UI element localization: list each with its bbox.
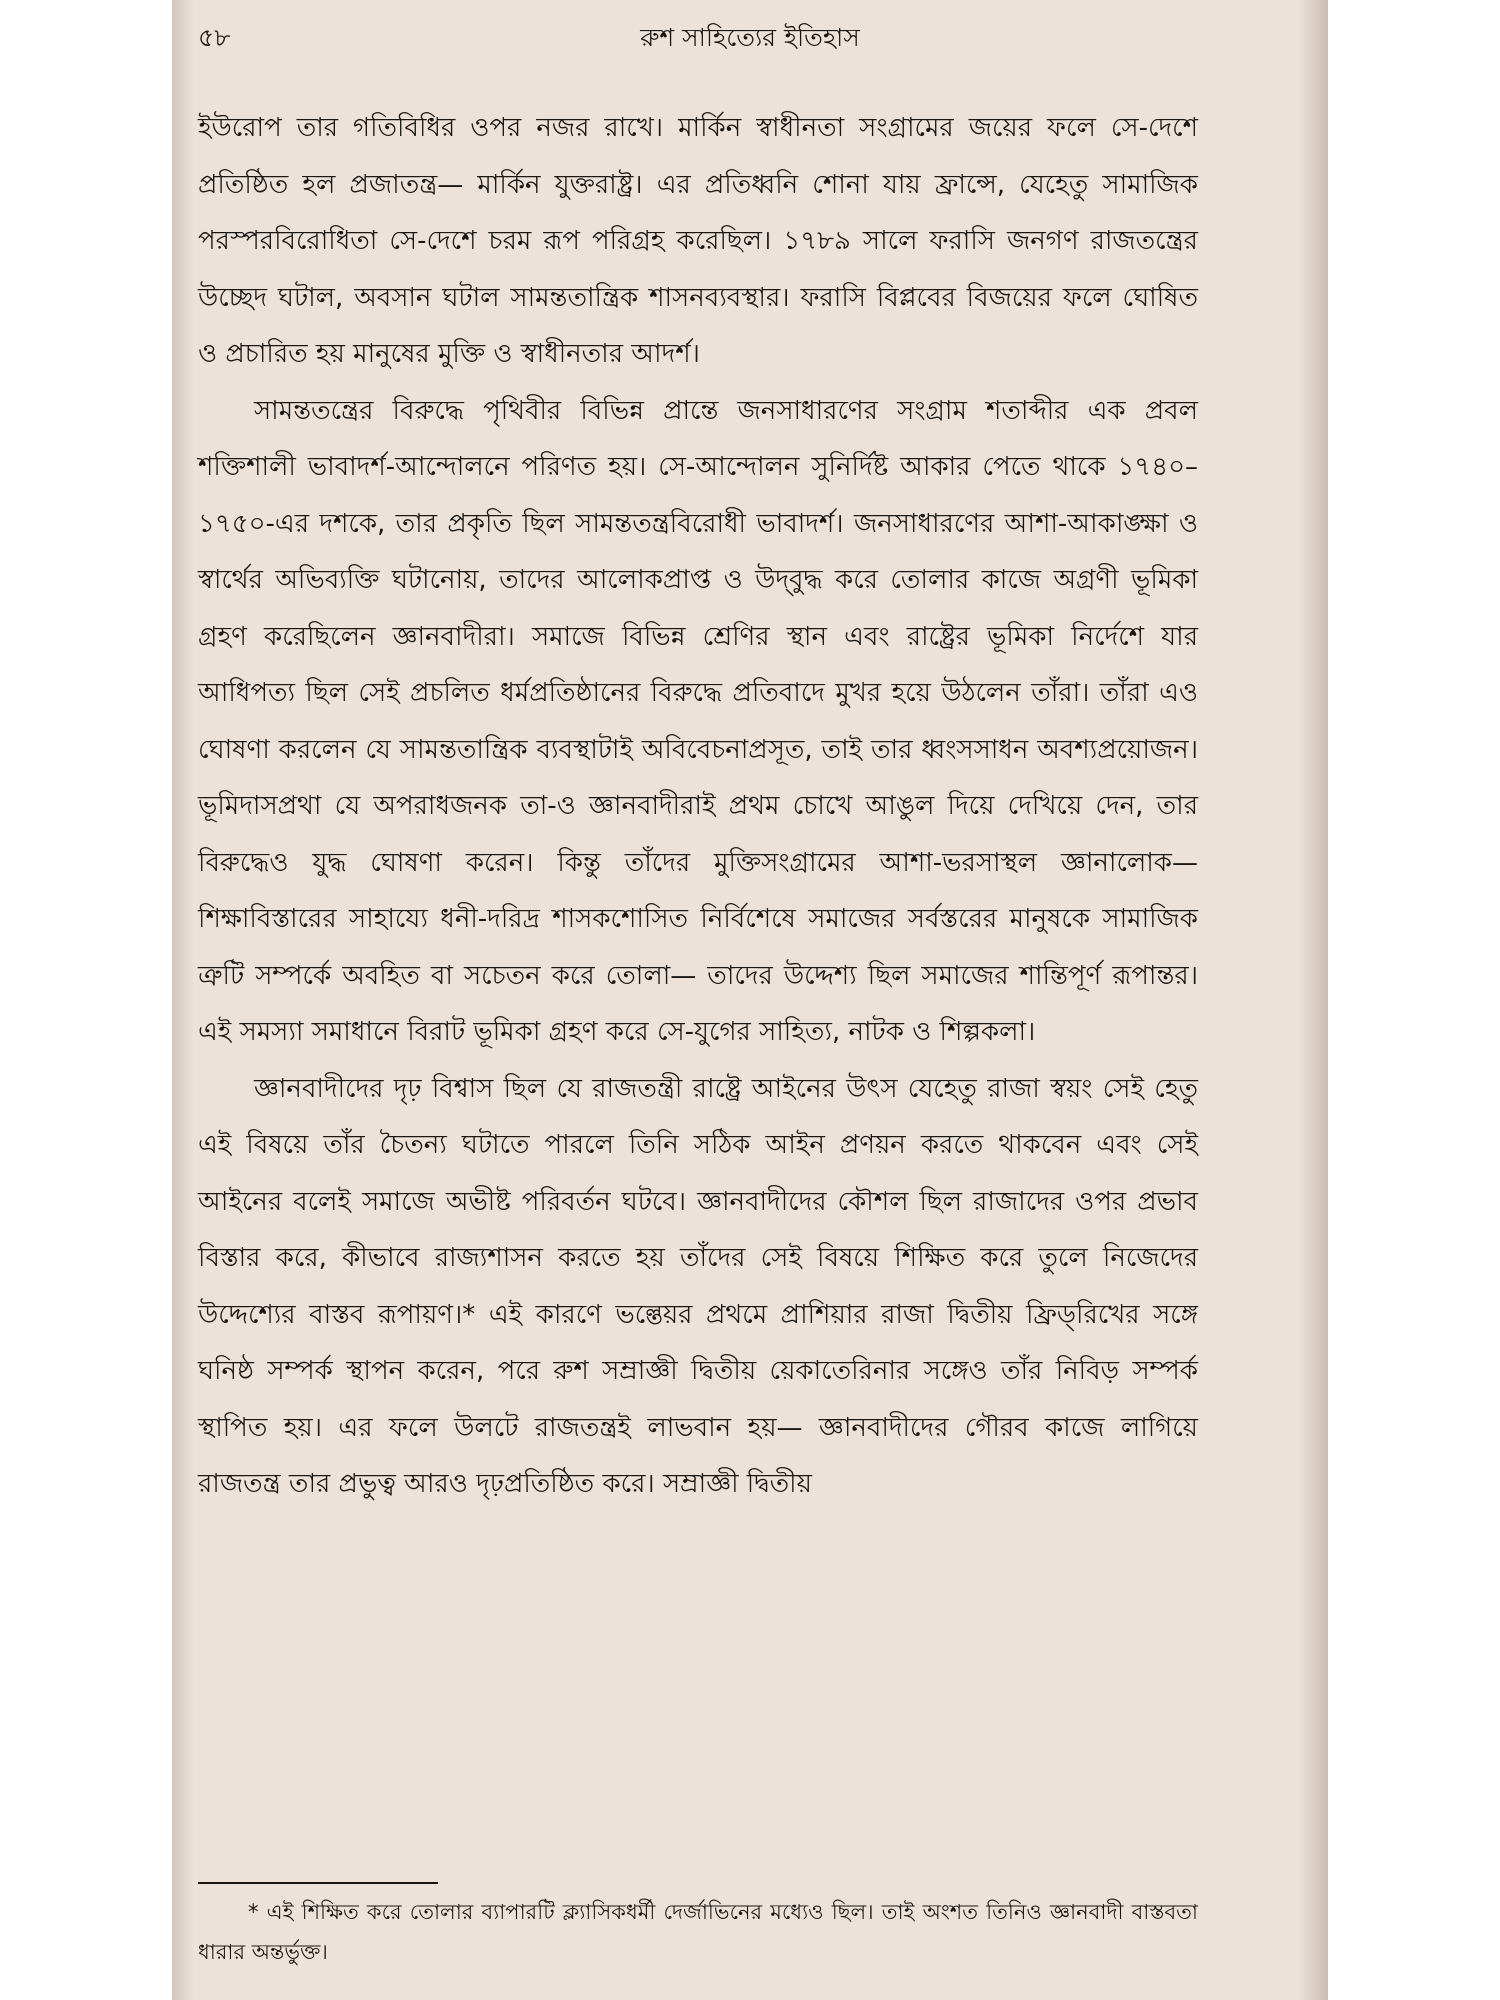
page-edge-shadow-left <box>172 0 194 2000</box>
page-number: ৫৮ <box>198 23 231 52</box>
paragraph-3: জ্ঞানবাদীদের দৃঢ় বিশ্বাস ছিল যে রাজতন্ত্রী রাষ্ট্রে আইনের উৎস যেহেতু রাজা স্বয়ং সেই হেতু এই বিষয়ে তাঁর চৈতন্য ঘটাতে পারলে তিনি সঠিক আইন প্রণয়ন করতে থাকবেন এবং সেই আইনের বলেই সমাজে অভীষ্ট পরিবর্তন ঘটবে। জ্ঞানবাদীদের কৌশল ছিল রাজাদের ওপর প্রভাব বিস্তার করে, কীভাবে রাজ্যশাসন করতে হয় তাঁদের সেই বিষয়ে শিক্ষিত করে তুলে নিজেদের উদ্দেশ্যের বাস্তব রূপায়ণ।* এই কারণে ভল্তেয়র প্রথমে প্রাশিয়ার রাজা দ্বিতীয় ফ্রিড্‌রিখের সঙ্গে ঘনিষ্ঠ সম্পর্ক স্থাপন করেন, পরে রুশ সম্রাজ্ঞী দ্বিতীয় য়েকাতেরিনার সঙ্গেও তাঁর নিবিড় সম্পর্ক স্থাপিত হয়। এর ফলে উলটে রাজতন্ত্রই লাভবান হয়— জ্ঞানবাদীদের গৌরব কাজে লাগিয়ে রাজতন্ত্র তার প্রভুত্ব আরও দৃঢ়প্রতিষ্ঠিত করে। সম্রাজ্ঞী দ্বিতীয় <box>198 1073 1198 1499</box>
running-title: রুশ সাহিত্যের ইতিহাস <box>640 23 860 52</box>
paragraph-2: সামন্ততন্ত্রের বিরুদ্ধে পৃথিবীর বিভিন্ন প্রান্তে জনসাধারণের সংগ্রাম শতাব্দীর এক প্রবল শক্তিশালী ভাবাদর্শ-আন্দোলনে পরিণত হয়। সে-আন্দোলন সুনির্দিষ্ট আকার পেতে থাকে ১৭৪০–১৭৫০-এর দশকে, তার প্রকৃতি ছিল সামন্ততন্ত্রবিরোধী ভাবাদর্শ। জনসাধারণের আশা-আকাঙ্ক্ষা ও স্বার্থের অভিব্যক্তি ঘটানোয়, তাদের আলোকপ্রাপ্ত ও উদ্‌বুদ্ধ করে তোলার কাজে অগ্রণী ভূমিকা গ্রহণ করেছিলেন জ্ঞানবাদীরা। সমাজে বিভিন্ন শ্রেণির স্থান এবং রাষ্ট্রের ভূমিকা নির্দেশে যার আধিপত্য ছিল সেই প্রচলিত ধর্মপ্রতিষ্ঠানের বিরুদ্ধে প্রতিবাদে মুখর হয়ে উঠলেন তাঁরা। তাঁরা এও ঘোষণা করলেন যে সামন্ততান্ত্রিক ব্যবস্থাটাই অবিবেচনাপ্রসূত, তাই তার ধ্বংসসাধন অবশ্যপ্রয়োজন। ভূমিদাসপ্রথা যে অপরাধজনক তা-ও জ্ঞানবাদীরাই প্রথম চোখে আঙুল দিয়ে দেখিয়ে দেন, তার বিরুদ্ধেও যুদ্ধ ঘোষণা করেন। কিন্তু তাঁদের মুক্তিসংগ্রামের আশা-ভরসাস্থল জ্ঞানালোক— শিক্ষাবিস্তারের সাহায্যে ধনী-দরিদ্র শাসকশোসিত নির্বিশেষে সমাজের সর্বস্তরের মানুষকে সামাজিক ত্রুটি সম্পর্কে অবহিত বা সচেতন করে তোলা— তাদের উদ্দেশ্য ছিল সমাজের শান্তিপূর্ণ রূপান্তর। এই সমস্যা সমাধানে বিরাট ভূমিকা গ্রহণ করে সে-যুগের সাহিত্য, নাটক ও শিল্পকলা। <box>198 395 1198 1047</box>
body-text <box>198 100 1198 1513</box>
page-header <box>198 18 1302 58</box>
footnote: * এই শিক্ষিত করে তোলার ব্যাপারটি ক্ল্যাসিকধর্মী দের্জাভিনের মধ্যেও ছিল। তাই অংশত তিনিও জ্ঞানবাদী বাস্তবতা ধারার অন্তর্ভুক্ত। <box>198 1900 1198 1964</box>
footnote-divider <box>198 1882 438 1884</box>
book-page <box>172 0 1328 2000</box>
paragraph-1: ইউরোপ তার গতিবিধির ওপর নজর রাখে। মার্কিন স্বাধীনতা সংগ্রামের জয়ের ফলে সে-দেশে প্রতিষ্ঠিত হল প্রজাতন্ত্র— মার্কিন যুক্তরাষ্ট্র। এর প্রতিধ্বনি শোনা যায় ফ্রান্সে, যেহেতু সামাজিক পরস্পরবিরোধিতা সে-দেশে চরম রূপ পরিগ্রহ করেছিল। ১৭৮৯ সালে ফরাসি জনগণ রাজতন্ত্রের উচ্ছেদ ঘটাল, অবসান ঘটাল সামন্ততান্ত্রিক শাসনব্যবস্থার। ফরাসি বিপ্লবের বিজয়ের ফলে ঘোষিত ও প্রচারিত হয় মানুষের মুক্তি ও স্বাধীনতার আদর্শ। <box>198 113 1198 369</box>
page-edge-shadow-right <box>1298 0 1328 2000</box>
